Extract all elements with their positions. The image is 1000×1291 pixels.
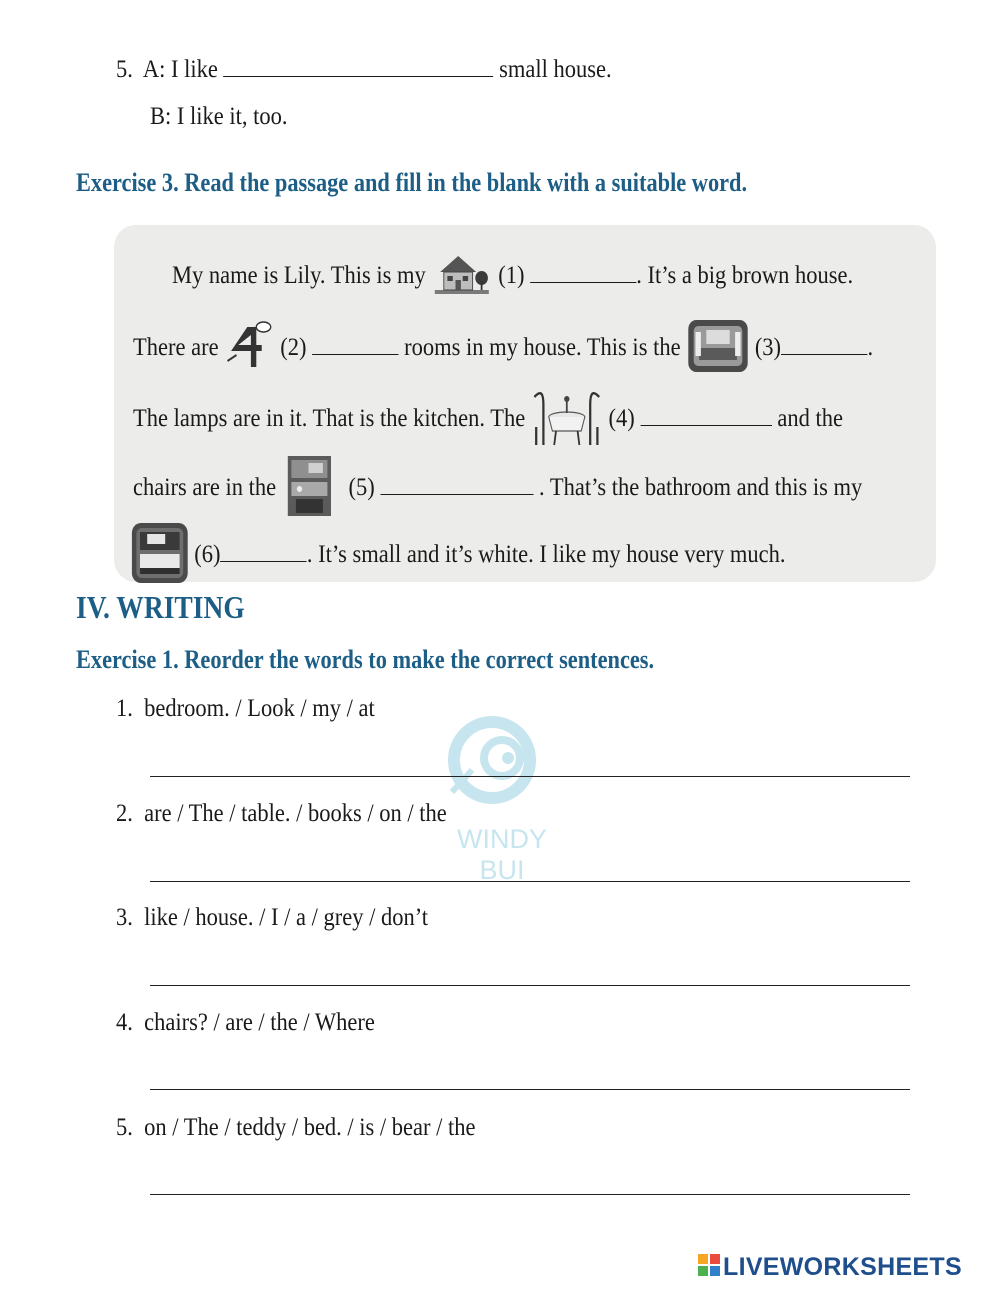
kitchen-icon xyxy=(287,455,332,524)
blank-number: (2) xyxy=(280,334,307,362)
liveworksheets-logo-icon xyxy=(698,1254,720,1283)
item-number: 2. xyxy=(116,800,133,827)
watermark-text: WINDY BUI xyxy=(457,824,547,885)
table-and-chairs-icon xyxy=(531,387,603,454)
blank-number: (1) xyxy=(498,262,525,290)
line-a-prefix: A: I like xyxy=(142,56,218,83)
ex2-item5-line-a xyxy=(116,56,612,84)
passage-line-5 xyxy=(131,522,786,591)
bedroom-icon xyxy=(131,522,189,591)
house-icon xyxy=(431,252,492,303)
passage-blank-1[interactable] xyxy=(530,262,636,283)
item-number: 4. xyxy=(116,1009,133,1036)
answer-line-5[interactable] xyxy=(150,1194,910,1195)
passage-line-2 xyxy=(133,318,873,381)
writing-exercise1-heading: Exercise 1. Reorder the words to make the correct sentences. xyxy=(76,645,655,674)
passage-text: My name is Lily. This is my xyxy=(172,262,426,290)
passage-line-1 xyxy=(172,252,853,303)
item-number: 3. xyxy=(116,904,133,931)
item-text: like / house. / I / a / grey / don’t xyxy=(144,904,429,931)
liveworksheets-logo xyxy=(698,1253,962,1283)
item-text: are / The / table. / books / on / the xyxy=(144,800,447,827)
passage-blank-2[interactable] xyxy=(312,334,398,355)
reorder-item-4 xyxy=(116,1009,375,1037)
item-number: 5. xyxy=(116,1114,133,1141)
living-room-icon xyxy=(686,318,749,381)
item-text: on / The / teddy / bed. / is / bear / the xyxy=(144,1114,476,1141)
answer-line-1[interactable] xyxy=(150,776,910,777)
reorder-item-5 xyxy=(116,1114,476,1142)
ex2-item5-blank[interactable] xyxy=(224,56,494,77)
passage-blank-5[interactable] xyxy=(380,474,533,495)
writing-section-title: IV. WRITING xyxy=(76,589,245,625)
blank-number: (4) xyxy=(608,405,635,433)
ex2-item5-line-b: B: I like it, too. xyxy=(150,103,288,130)
passage-text: . That’s the bathroom and this is my xyxy=(538,474,863,502)
blank-number: (6) xyxy=(194,541,221,569)
passage-text: . It’s small and it’s white. I like my house very much. xyxy=(306,541,786,569)
blank-number: (5) xyxy=(348,474,375,502)
answer-line-4[interactable] xyxy=(150,1089,910,1090)
item-number: 1. xyxy=(116,695,133,722)
passage-text: . xyxy=(867,334,874,362)
passage-line-3 xyxy=(133,387,843,454)
passage-text: The lamps are in it. That is the kitchen. The xyxy=(133,405,526,433)
answer-line-3[interactable] xyxy=(150,985,910,986)
exercise3-heading: Exercise 3. Read the passage and fill in the blank with a suitable word. xyxy=(76,168,748,197)
reorder-item-3 xyxy=(116,904,428,932)
passage-blank-6[interactable] xyxy=(220,541,306,562)
passage-text: and the xyxy=(777,405,843,433)
passage-text: chairs are in the xyxy=(133,474,277,502)
item-text: bedroom. / Look / my / at xyxy=(144,695,375,722)
windy-bui-watermark xyxy=(432,700,572,890)
passage-text: There are xyxy=(133,334,219,362)
number-four-icon xyxy=(224,321,274,378)
reorder-item-1 xyxy=(116,695,375,723)
line-a-suffix: small house. xyxy=(499,56,612,83)
blank-number: (3) xyxy=(754,334,782,362)
passage-text: . It’s a big brown house. xyxy=(636,262,854,290)
passage-blank-4[interactable] xyxy=(640,405,771,426)
item-number: 5. xyxy=(116,56,133,83)
passage-blank-3[interactable] xyxy=(781,334,867,355)
passage-line-4 xyxy=(133,455,862,524)
liveworksheets-text: LIVEWORKSHEETS xyxy=(723,1253,962,1281)
passage-text: rooms in my house. This is the xyxy=(404,334,681,362)
reorder-item-2 xyxy=(116,800,447,828)
item-text: chairs? / are / the / Where xyxy=(144,1009,375,1036)
answer-line-2[interactable] xyxy=(150,881,910,882)
